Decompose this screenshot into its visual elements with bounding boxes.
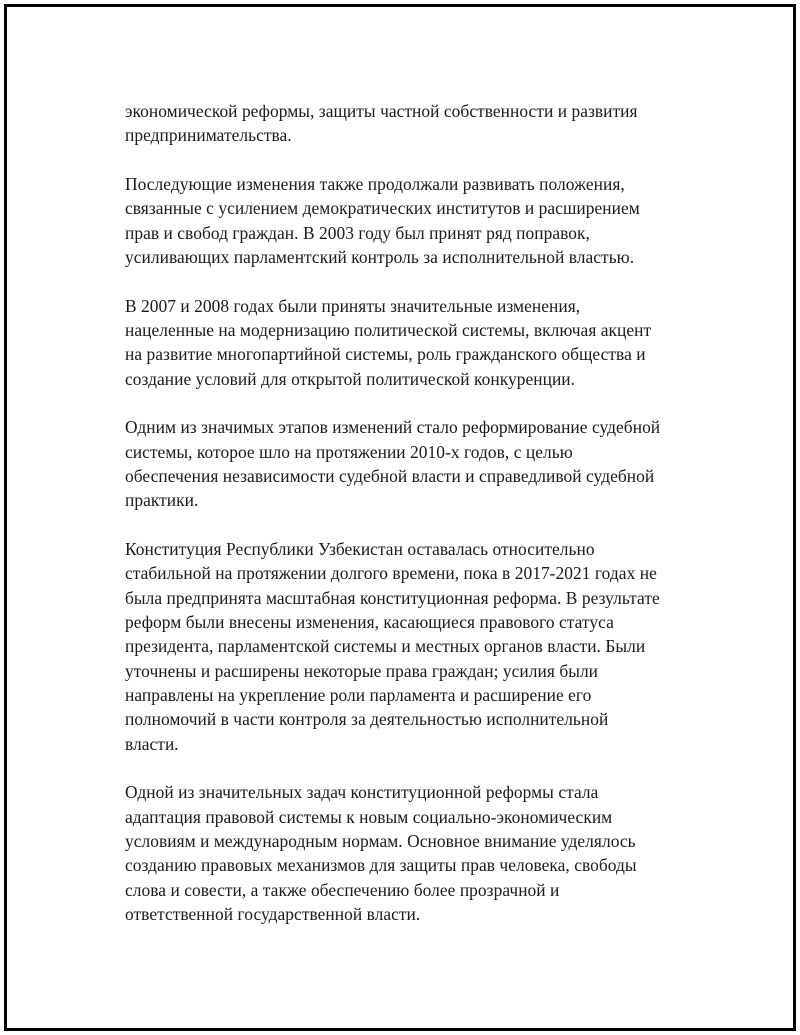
text-line: реформ были внесены изменения, касающиеся правового статуса	[125, 612, 614, 633]
text-line: созданию правовых механизмов для защиты прав человека, свободы	[125, 855, 637, 876]
text-line: уточнены и расширены некоторые права граждан; усилия были	[125, 660, 599, 681]
text-line: Последующие изменения также продолжали развивать положения,	[125, 174, 625, 195]
text-line: Конституция Республики Узбекистан оставалась относительно	[125, 539, 595, 560]
text-line: нацеленные на модернизацию политической системы, включая акцент	[125, 320, 652, 341]
text-line: на развитие многопартийной системы, роль гражданского общества и	[125, 344, 646, 365]
text-line: полномочий в части контроля за деятельностью исполнительной	[125, 709, 609, 730]
paragraph-1	[125, 99, 705, 148]
paragraph-6	[125, 780, 705, 926]
paragraph-4	[125, 415, 705, 512]
text-line: Одной из значительных задач конституционной реформы стала	[125, 782, 599, 803]
text-line: была предпринята масштабная конституционная реформа. В результате	[125, 587, 660, 608]
paragraph-3	[125, 294, 705, 391]
text-line: президента, парламентской системы и местных органов власти. Были	[125, 636, 646, 657]
document-body	[125, 99, 705, 951]
text-line: В 2007 и 2008 годах были приняты значительные изменения,	[125, 295, 581, 316]
text-line: системы, которое шло на протяжении 2010-х годов, с целью	[125, 441, 573, 462]
text-line: практики.	[125, 490, 199, 511]
text-line: усиливающих парламентский контроль за исполнительной властью.	[125, 246, 635, 267]
text-line: ответственной государственной власти.	[125, 903, 421, 924]
text-line: связанные с усилением демократических институтов и расширением	[125, 198, 640, 219]
text-line: условиям и международным нормам. Основное внимание уделялось	[125, 830, 636, 851]
text-line: Одним из значимых этапов изменений стало реформирование судебной	[125, 417, 661, 438]
text-line: экономической реформы, защиты частной собственности и развития	[125, 101, 638, 121]
text-line: адаптация правовой системы к новым социально-экономическим	[125, 806, 613, 827]
text-line: обеспечения независимости судебной власти и справедливой судебной	[125, 466, 655, 487]
page-frame	[4, 4, 796, 1031]
text-line: направлены на укрепление роли парламента и расширение его	[125, 684, 592, 705]
text-line: создание условий для открытой политической конкуренции.	[125, 368, 576, 389]
text-line: власти.	[125, 733, 179, 754]
text-line: прав и свобод граждан. В 2003 году был принят ряд поправок,	[125, 222, 590, 243]
paragraph-2	[125, 172, 705, 269]
text-line: предпринимательства.	[125, 125, 292, 146]
text-line: слова и совести, а также обеспечению более прозрачной и	[125, 879, 560, 900]
text-line: стабильной на протяжении долгого времени, пока в 2017-2021 годах не	[125, 563, 657, 584]
paragraph-5	[125, 537, 705, 756]
